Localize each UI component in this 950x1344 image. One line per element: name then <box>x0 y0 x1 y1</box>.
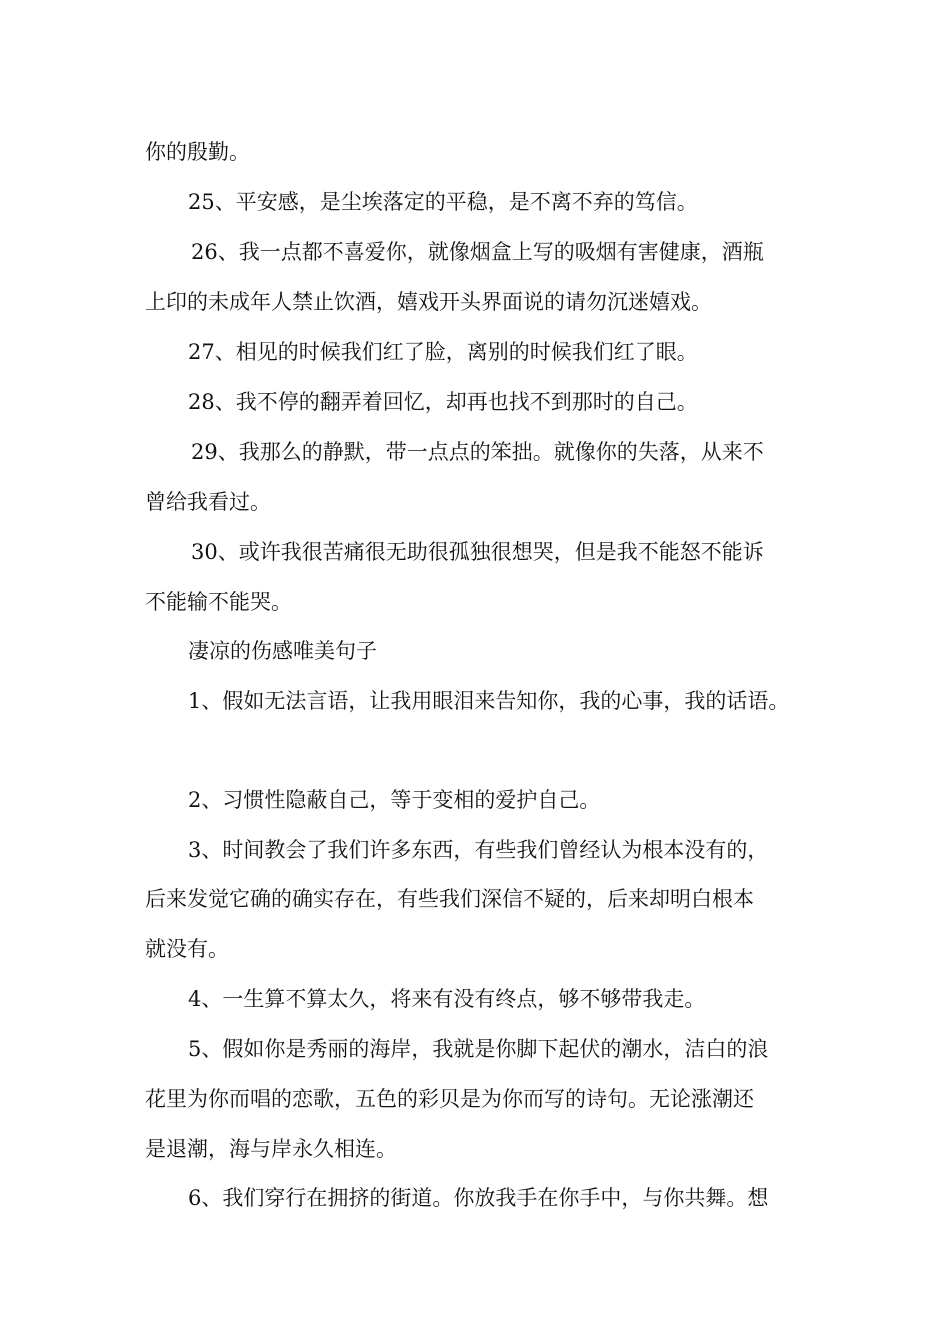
text-line: 4、一生算不算太久，将来有没有终点，够不够带我走。 <box>188 987 706 1011</box>
text-line: 3、时间教会了我们许多东西，有些我们曾经认为根本没有的， <box>188 838 769 862</box>
text-line: 28、我不停的翻弄着回忆，却再也找不到那时的自己。 <box>188 390 698 414</box>
text-line: 27、相见的时候我们红了脸，离别的时候我们红了眼。 <box>188 340 698 364</box>
text-line: 1、假如无法言语，让我用眼泪来告知你，我的心事，我的话语。 <box>188 689 790 713</box>
text-line: 曾给我看过。 <box>145 490 271 514</box>
text-line: 不能输不能哭。 <box>145 590 292 614</box>
text-line: 26、我一点都不喜爱你，就像烟盒上写的吸烟有害健康，酒瓶 <box>191 240 764 264</box>
text-line: 后来发觉它确的确实存在，有些我们深信不疑的，后来却明白根本 <box>145 887 754 911</box>
section-heading: 凄凉的伤感唯美句子 <box>188 639 377 663</box>
text-line: 2、习惯性隐蔽自己，等于变相的爱护自己。 <box>188 788 601 812</box>
text-line: 是退潮，海与岸永久相连。 <box>145 1137 397 1161</box>
text-line: 5、假如你是秀丽的海岸，我就是你脚下起伏的潮水，洁白的浪 <box>188 1037 769 1061</box>
text-line: 30、或许我很苦痛很无助很孤独很想哭，但是我不能怒不能诉 <box>191 540 764 564</box>
text-line: 6、我们穿行在拥挤的街道。你放我手在你手中，与你共舞。想 <box>188 1186 769 1210</box>
text-line: 就没有。 <box>145 937 229 961</box>
text-line: 25、平安感，是尘埃落定的平稳，是不离不弃的笃信。 <box>188 190 698 214</box>
text-line: 29、我那么的静默，带一点点的笨拙。就像你的失落，从来不 <box>191 440 764 464</box>
text-line: 花里为你而唱的恋歌，五色的彩贝是为你而写的诗句。无论涨潮还 <box>145 1087 754 1111</box>
text-line: 你的殷勤。 <box>145 140 250 164</box>
text-line: 上印的未成年人禁止饮酒，嬉戏开头界面说的请勿沉迷嬉戏。 <box>145 290 712 314</box>
